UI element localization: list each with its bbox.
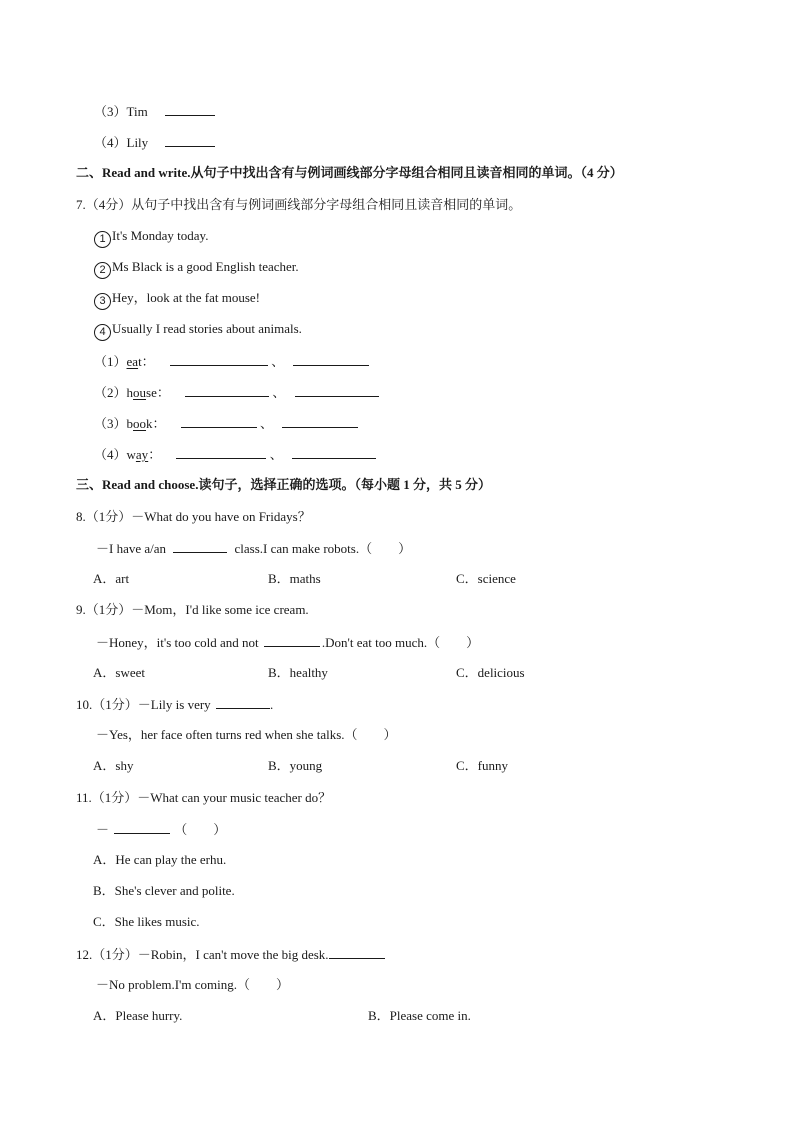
circled-number: 4: [94, 324, 111, 341]
item-number: （1）: [94, 354, 127, 369]
item-number: （2）: [94, 385, 127, 400]
q6-item-3: [94, 103, 215, 120]
section-title-cn: 读句子，选择正确的选项。（每小题 1 分，共 5 分）: [198, 477, 491, 492]
word-part: t：: [138, 354, 155, 369]
q11-option-a[interactable]: A．He can play the erhu.: [93, 852, 227, 867]
q12-option-b[interactable]: B．Please come in.: [368, 1008, 471, 1023]
sentence-4: [94, 321, 302, 341]
sentence-3: [94, 290, 260, 310]
underlined-letters: ay: [135, 447, 149, 462]
answer-text: －I have a/an: [96, 541, 167, 556]
question-11-answer: [96, 821, 226, 838]
q7-item-1: [94, 353, 369, 370]
section-number: 三、: [76, 477, 103, 492]
circled-number: 2: [94, 262, 111, 279]
sentence-text: Ms Black is a good English teacher.: [112, 259, 299, 274]
question-12-answer: －No problem.I'm coming.（ ）: [96, 977, 289, 992]
q9-option-b[interactable]: B．healthy: [268, 665, 328, 680]
underlined-letters: ou: [133, 385, 147, 400]
item-number: （3）: [94, 416, 127, 431]
answer-blank[interactable]: [293, 353, 369, 366]
item-label: （3）Tim: [94, 104, 148, 119]
word-part: w: [126, 447, 136, 462]
sentence-1: [94, 228, 208, 248]
q8-option-b[interactable]: B．maths: [268, 571, 321, 586]
sentence-text: It's Monday today.: [112, 228, 209, 243]
answer-blank[interactable]: [114, 821, 170, 834]
q7-item-3: [94, 415, 358, 432]
section-title-cn: 从句子中找出含有与例词画线部分字母组合相同且读音相同的单词。（4 分）: [190, 165, 623, 180]
answer-text: .Don't eat too much.（ ）: [321, 635, 480, 650]
q10-option-b[interactable]: B．young: [268, 758, 323, 773]
answer-text: －Honey，it's too cold and not: [96, 635, 259, 650]
sentence-text: Hey，look at the fat mouse!: [112, 290, 261, 305]
separator: 、: [271, 354, 285, 369]
answer-blank[interactable]: [292, 446, 376, 459]
q10-option-a[interactable]: A．shy: [93, 758, 134, 773]
section-title-en: Read and write.: [102, 165, 191, 180]
answer-blank[interactable]: [185, 384, 269, 397]
question-11-stem: 11.（1分）－What can your music teacher do？: [76, 790, 332, 805]
question-10-stem: [76, 696, 273, 713]
q11-option-c[interactable]: C．She likes music.: [93, 914, 200, 929]
question-9-answer: [96, 634, 479, 651]
question-7-stem: 7.（4分）从句子中找出含有与例词画线部分字母组合相同且读音相同的单词。: [76, 197, 522, 212]
q9-option-a[interactable]: A．sweet: [93, 665, 145, 680]
answer-blank[interactable]: [181, 415, 257, 428]
separator: 、: [260, 416, 274, 431]
section-number: 二、: [76, 165, 103, 180]
question-10-answer: －Yes，her face often turns red when she talks.（ ）: [96, 727, 397, 742]
circled-number: 1: [94, 231, 111, 248]
q8-option-c[interactable]: C．science: [456, 571, 516, 586]
q7-item-2: [94, 384, 379, 401]
question-9-stem: 9.（1分）－Mom，I'd like some ice cream.: [76, 602, 309, 617]
answer-text: －: [96, 822, 110, 837]
word-part: k：: [146, 416, 166, 431]
word-part: h: [126, 385, 134, 400]
q10-option-c[interactable]: C．funny: [456, 758, 509, 773]
q11-option-b[interactable]: B．She's clever and polite.: [93, 883, 235, 898]
word-part: b: [126, 416, 134, 431]
item-label: （4）Lily: [94, 135, 149, 150]
sentence-text: Usually I read stories about animals.: [112, 321, 302, 336]
answer-text: （ ）: [174, 822, 227, 837]
question-8-stem: 8.（1分）－What do you have on Fridays？: [76, 509, 311, 524]
answer-blank[interactable]: [264, 634, 320, 647]
question-8-answer: [96, 540, 411, 557]
sentence-2: [94, 259, 299, 279]
stem-text: 10.（1分）－Lily is very: [76, 697, 211, 712]
underlined-letters: ea: [126, 354, 139, 369]
q9-option-c[interactable]: C．delicious: [456, 665, 525, 680]
answer-blank[interactable]: [176, 446, 266, 459]
section-3-heading: [76, 477, 491, 493]
word-part: se：: [146, 385, 170, 400]
answer-blank[interactable]: [173, 540, 227, 553]
answer-blank[interactable]: [165, 134, 215, 147]
stem-text: 12.（1分）－Robin，I can't move the big desk.: [76, 947, 329, 962]
answer-text: class.I can make robots.（ ）: [234, 541, 412, 556]
question-12-stem: [76, 946, 385, 963]
item-number: （4）: [94, 447, 127, 462]
underlined-letters: oo: [133, 416, 147, 431]
circled-number: 3: [94, 293, 111, 310]
answer-blank[interactable]: [329, 946, 385, 959]
answer-blank[interactable]: [170, 353, 268, 366]
stem-text: .: [269, 697, 274, 712]
q12-option-a[interactable]: A．Please hurry.: [93, 1008, 183, 1023]
q8-option-a[interactable]: A．art: [93, 571, 130, 586]
answer-blank[interactable]: [282, 415, 358, 428]
section-title-en: Read and choose.: [102, 477, 199, 492]
separator: 、: [269, 447, 283, 462]
section-2-heading: [76, 165, 623, 181]
q7-item-4: [94, 446, 376, 463]
word-part: ：: [148, 447, 162, 462]
separator: 、: [272, 385, 286, 400]
answer-blank[interactable]: [165, 103, 215, 116]
answer-blank[interactable]: [295, 384, 379, 397]
answer-blank[interactable]: [216, 696, 270, 709]
q6-item-4: [94, 134, 215, 151]
